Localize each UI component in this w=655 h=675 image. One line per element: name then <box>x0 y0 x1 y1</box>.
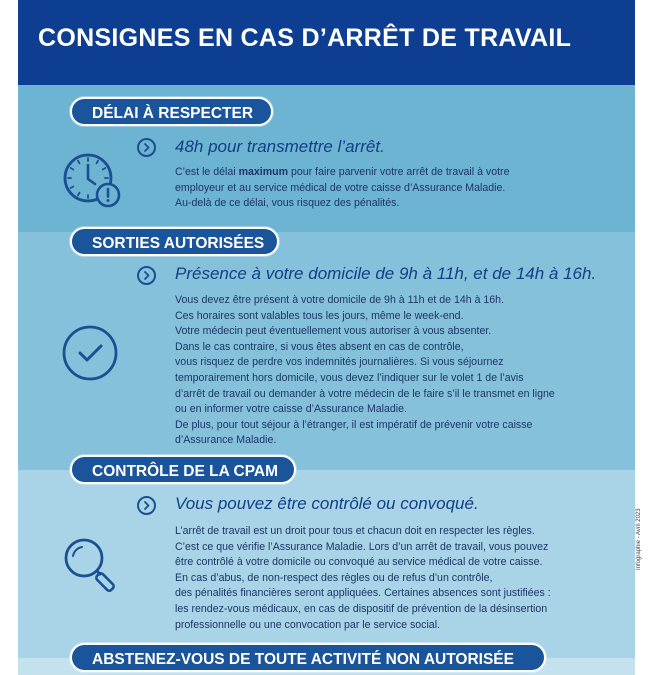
body-line: Au-delà de ce délai, vous risquez des pénalités. <box>175 197 400 210</box>
section-body-sorties <box>175 293 555 449</box>
body-line: être contrôlé à votre domicile ou convoqué au service médical de votre caisse. <box>175 556 543 569</box>
body-line: Vous devez être présent à votre domicile de 9h à 11h et de 14h à 16h. <box>175 294 505 306</box>
page-title: CONSIGNES EN CAS D’ARRÊT DE TRAVAIL <box>38 24 572 52</box>
section-body-delai <box>175 165 509 212</box>
body-line: employeur et au service médical de votre caisse d’Assurance Maladie. <box>175 181 506 194</box>
section-heading-delai: 48h pour transmettre l’arrêt. <box>175 137 385 156</box>
body-line: des pénalités financières seront appliquées. Certaines absences sont justifiées : <box>175 587 551 600</box>
section-pill-controle: CONTRÔLE DE LA CPAM <box>70 455 296 484</box>
body-line: De plus, pour tout séjour à l’étranger, il est impératif de prévenir votre caisse <box>175 418 533 431</box>
body-line: Votre médecin peut éventuellement vous autoriser à vous absenter. <box>175 325 492 338</box>
body-line: ou en informer votre caisse d’Assurance Maladie. <box>175 403 407 416</box>
magnifier-icon <box>60 534 122 601</box>
side-note: Infographie - Avril 2023 <box>636 508 642 570</box>
body-line: professionnelle ou une convocation par le service social. <box>175 618 440 631</box>
chevron-right-icon <box>137 496 156 515</box>
body-line: vous risquez de perdre vos indemnités journalières. Si vous séjournez <box>175 356 504 369</box>
page-header <box>18 0 635 85</box>
body-line: C’est le délai maximum pour faire parvenir votre arrêt de travail à votre <box>175 166 510 178</box>
chevron-right-icon <box>137 138 156 157</box>
chevron-right-icon <box>137 266 156 285</box>
body-line: d’arrêt de travail ou demander à votre médecin de le faire s’il le transmet en ligne <box>175 387 555 400</box>
section-pill-sorties: SORTIES AUTORISÉES <box>70 227 279 256</box>
body-line: L’arrêt de travail est un droit pour tous et chacun doit en respecter les règles. <box>175 525 535 537</box>
section-heading-controle: Vous pouvez être contrôlé ou convoqué. <box>175 494 479 513</box>
clock-alert-icon <box>60 148 124 217</box>
body-line: les rendez-vous médicaux, en cas de dispositif de prévention de la désinsertion <box>175 602 548 615</box>
section-heading-sorties: Présence à votre domicile de 9h à 11h, et de 14h à 16h. <box>175 264 597 283</box>
body-line: Ces horaires sont valables tous les jours, même le week-end. <box>175 309 464 322</box>
section-pill-delai: DÉLAI À RESPECTER <box>70 97 273 126</box>
body-line: C’est ce que vérifie l’Assurance Maladie. Lors d’un arrêt de travail, vous pouvez <box>175 540 549 553</box>
body-line: d’Assurance Maladie. <box>175 434 277 447</box>
body-line: En cas d’abus, de non-respect des règles ou de refus d’un contrôle, <box>175 571 493 584</box>
body-line: Dans le cas contraire, si vous êtes absent en cas de contrôle, <box>175 340 464 353</box>
section-body-controle <box>175 524 551 633</box>
section-pill-activite: ABSTENEZ-VOUS DE TOUTE ACTIVITÉ NON AUTORISÉE <box>70 643 546 672</box>
document-page <box>18 0 635 675</box>
check-circle-icon <box>60 323 120 388</box>
body-line: temporairement hors domicile, vous devez l’indiquer sur le volet 1 de l’avis <box>175 371 524 384</box>
